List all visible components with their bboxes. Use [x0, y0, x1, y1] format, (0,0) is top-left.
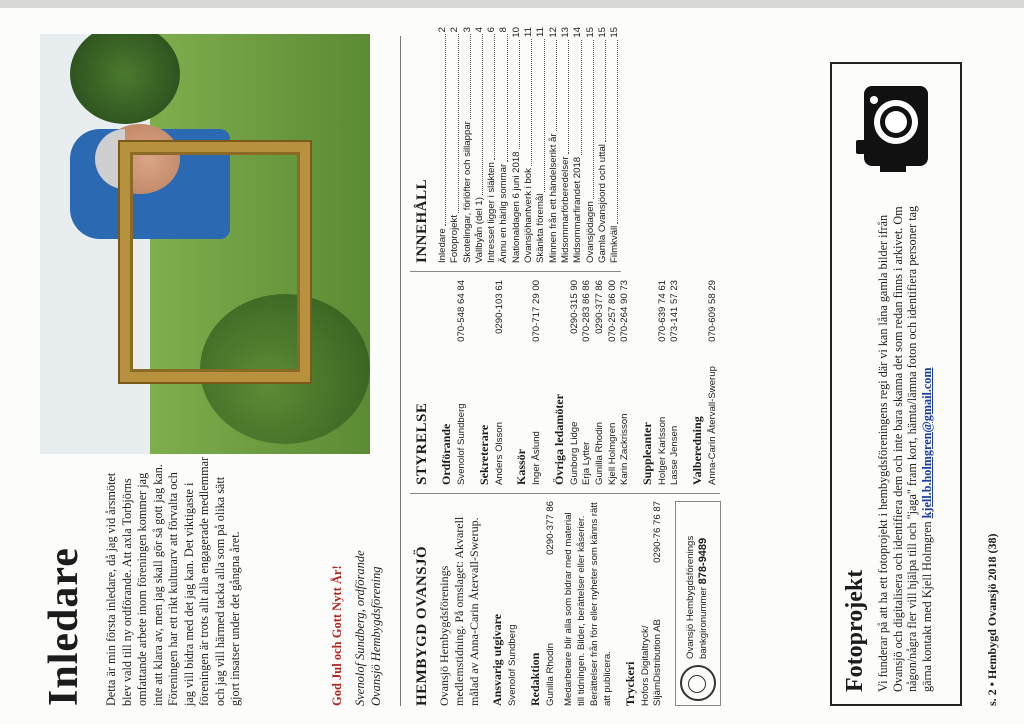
- toc-leader: [597, 40, 606, 142]
- toc-page: 15: [596, 27, 608, 38]
- ovriga-label: Övriga ledamöter: [551, 394, 566, 485]
- sekreterare-label: Sekreterare: [476, 424, 491, 485]
- toc-leader: [548, 40, 557, 132]
- toc-item: [511, 27, 523, 263]
- board-name: Inger Åslund: [531, 431, 543, 485]
- medarbetare-text: Medarbetare blir alla som bidrar med material till tidningen. Bilder, berättelser eller kåserier. Berättelser från förr eller nyheter som känns rätt att publicera.: [563, 502, 613, 706]
- hembygd-column: [410, 501, 721, 706]
- toc-title: Ovansjöhantverk i bok: [523, 168, 535, 263]
- redaktion-row: [545, 501, 558, 706]
- toc-page: 10: [510, 27, 522, 38]
- board-phone: 070-639 74 61: [656, 280, 668, 342]
- contact-email-link[interactable]: kjell.b.holmgren@gmail.com: [919, 367, 934, 519]
- signature-name: Svenolof Sundberg, ordförande: [353, 550, 367, 706]
- board-row: [707, 280, 720, 485]
- ansvarig-name: Svenolof Sundberg: [507, 624, 518, 706]
- bankgiro-text: [685, 506, 712, 659]
- board-name: Anders Olsson: [493, 422, 505, 485]
- kassor-label: Kassör: [514, 449, 529, 485]
- ansvarig-label: Ansvarig utgivare: [490, 613, 504, 706]
- board-name: Svenolof Sundberg: [456, 403, 467, 485]
- signature: [352, 456, 384, 706]
- toc-leader: [486, 34, 495, 160]
- toc-page: 13: [559, 27, 571, 38]
- society-seal-icon: [680, 665, 716, 701]
- toc-leader: [572, 40, 581, 155]
- toc-item: [535, 27, 547, 263]
- board-row: [581, 280, 594, 485]
- board-name: Holger Karlsson: [656, 416, 668, 485]
- toc-title: Inledare: [437, 228, 448, 263]
- page-footer: s. 2 • Hembygd Ovansjö 2018 (38): [985, 533, 999, 706]
- board-name: Lasse Jensen: [669, 425, 681, 485]
- photo-gold-frame: [120, 142, 310, 382]
- toc-page: 11: [523, 27, 535, 37]
- board-row: [607, 280, 620, 485]
- toc-item: [597, 27, 609, 263]
- board-name: Karin Zackrisson: [619, 413, 631, 485]
- board-row: [657, 280, 670, 485]
- board-name: Erja Lytter: [581, 441, 593, 485]
- hembygd-heading: HEMBYGD OVANSJÖ: [414, 545, 430, 706]
- toc-leader: [523, 39, 532, 166]
- toc-title: Skotelingar, förlöfter och sillappar: [461, 121, 473, 263]
- suppleanter-label: Suppleanter: [639, 422, 654, 485]
- fotoprojekt-box: [830, 62, 962, 706]
- board-name: Anna-Carin Återvall-Swerup: [706, 366, 718, 485]
- toc-item: [560, 27, 572, 263]
- ordforande-label: Ordförande: [439, 423, 453, 485]
- toc-leader: [474, 34, 483, 195]
- toc-leader: [609, 40, 618, 224]
- board-phone: 070-257 86 00: [606, 280, 618, 342]
- fotoprojekt-body: [876, 192, 934, 692]
- toc-item: [523, 27, 535, 263]
- toc-item: [462, 27, 474, 263]
- toc-leader: [585, 40, 594, 199]
- board-phone: 073-141 57 23: [669, 280, 681, 342]
- board-row: [531, 280, 544, 485]
- toc-item: [585, 27, 597, 263]
- hembygd-intro: Ovansjö Hembygdsförenings medlemstidning. På omslaget: Akvarell målad av Anna-Carin Återvall-Swerup.: [437, 516, 481, 706]
- valberedning-label: Valberedning: [689, 416, 704, 485]
- toc-title: Nationaldagen 6 juni 2018: [510, 151, 522, 263]
- toc-page: 2: [449, 27, 461, 33]
- toc-title: Intresset ligger i släkten: [486, 162, 498, 263]
- board-name: Kjell Holmgren: [606, 422, 618, 485]
- innehall-column: [410, 27, 621, 272]
- board-phone: 070-717 29 00: [531, 280, 543, 342]
- tryckeri-line2: SljämDistribution AB: [652, 619, 664, 706]
- board-row: [569, 280, 582, 485]
- toc-title: Gamla Ovansjöord och uttal: [596, 144, 608, 263]
- toc-title: Ännu en härlig sommar: [498, 163, 510, 263]
- board-phone: 0290-377 86: [593, 280, 605, 334]
- toc-page: 2: [437, 27, 448, 33]
- signature-org: Ovansjö Hembygdsförening: [369, 566, 383, 706]
- innehall-heading: INNEHÅLL: [414, 178, 430, 263]
- toc-title: Fotoprojekt: [449, 215, 461, 263]
- toc-title: Minnen från ett händelserikt år: [547, 133, 559, 263]
- toc-title: Ovansjödagen: [584, 201, 596, 263]
- greeting: God Jul och Gott Nytt År!: [330, 565, 344, 706]
- tryckeri-line1: Hofors Digitaltryck/: [639, 625, 651, 706]
- inledare-title: Inledare: [41, 547, 87, 706]
- toc-item: [474, 27, 486, 263]
- toc-item: [449, 27, 461, 263]
- board-phone: 070-283 86 86: [581, 280, 593, 342]
- board-name: Gunilla Rhodin: [593, 422, 605, 485]
- toc-title: Vallbyån (del 1): [473, 197, 485, 263]
- toc-page: 3: [461, 27, 473, 33]
- board-name: Gunborg Lidge: [568, 421, 580, 485]
- toc-item: [572, 27, 584, 263]
- toc-list: [437, 27, 621, 263]
- tryckeri-phone: 0290-76 76 87: [652, 501, 664, 563]
- board-row: [619, 280, 632, 485]
- redaktion-label: Redaktion: [527, 652, 542, 706]
- toc-item: [486, 27, 498, 263]
- fotoprojekt-title: Fotoprojekt: [842, 569, 868, 692]
- board-row: [494, 280, 507, 485]
- redaktion-name: Gunilla Rhodin: [544, 643, 556, 706]
- board-phone: 070-548 64 84: [456, 280, 467, 342]
- toc-title: Skänkta föremål: [535, 193, 547, 263]
- toc-leader: [449, 34, 458, 213]
- cover-photo: [40, 34, 370, 454]
- page-edge: [0, 0, 1024, 8]
- bankgiro-box: [675, 501, 721, 706]
- toc-page: 11: [535, 27, 547, 37]
- toc-leader: [560, 40, 569, 155]
- redaktion-phone: 0290-377 86: [544, 501, 556, 555]
- tryckeri-label: Tryckeri: [622, 661, 637, 706]
- toc-title: Filmkväll: [609, 225, 621, 263]
- toc-page: 15: [609, 27, 621, 38]
- toc-leader: [437, 34, 446, 226]
- bankgiro-number: 878-9489: [697, 537, 710, 585]
- toc-leader: [535, 39, 544, 192]
- board-row: [594, 280, 607, 485]
- toc-item: [437, 27, 449, 263]
- board-row: [456, 280, 469, 485]
- board-phone: 070-264 90 73: [619, 280, 631, 342]
- toc-item: [498, 27, 510, 263]
- bankgiro-label: Ovansjö Hembygdsförenings bankgironummer: [684, 535, 710, 659]
- inledare-body: Detta är min första inledare, då jag vid årsmötet blev vald till ny ordförande. Att axla Torbjörns omfattande arbete inom föreningen kommer jag inte att klara av, men jag skall gör så gott jag kan. Föreningen har ett rikt kulturarv att förvalta och jag vill bidra med det jag kan. Det viktigaste i föreningen är trots allt alla engagerade medlemmar och jag vill härmed tacka alla som på olika sätt gjort insatser under det gångna året.: [104, 456, 242, 706]
- toc-page: 4: [473, 27, 485, 33]
- camera-icon: [846, 78, 942, 174]
- board-phone: 0290-103 61: [493, 280, 505, 334]
- board-row: [669, 280, 682, 485]
- toc-leader: [498, 34, 507, 161]
- styrelse-heading: STYRELSE: [414, 402, 430, 485]
- toc-title: Midsommarförberedelser: [559, 156, 571, 263]
- divider: [400, 36, 401, 706]
- board-phone: 0290-315 90: [568, 280, 580, 334]
- toc-page: 14: [572, 27, 584, 38]
- toc-page: 15: [584, 27, 596, 38]
- toc-page: 6: [486, 27, 498, 33]
- fotoprojekt-text: Vi funderar på att ha ett fotoprojekt i hembygdsföreningens regi där vi kan låna gamla bilder ifrån Ovansjö och digitalisera och identifiera dem och inte bara skanna det som redan finns i arkivet. Om någon/några fler vill hjälpa till och "jaga" fram kort, hämta/lämna foton och identifiera personer tag gärna kontakt med Kjell Holmgren: [876, 205, 934, 692]
- toc-leader: [462, 34, 471, 119]
- toc-leader: [511, 40, 520, 150]
- styrelse-column: [410, 280, 720, 494]
- toc-item: [548, 27, 560, 263]
- tryckeri-row: [652, 501, 665, 706]
- toc-item: [609, 27, 621, 263]
- toc-page: 12: [547, 27, 559, 38]
- toc-title: Midsommarfirandet 2018: [572, 156, 584, 263]
- board-phone: 070-609 58 29: [706, 280, 718, 342]
- toc-page: 8: [498, 27, 510, 33]
